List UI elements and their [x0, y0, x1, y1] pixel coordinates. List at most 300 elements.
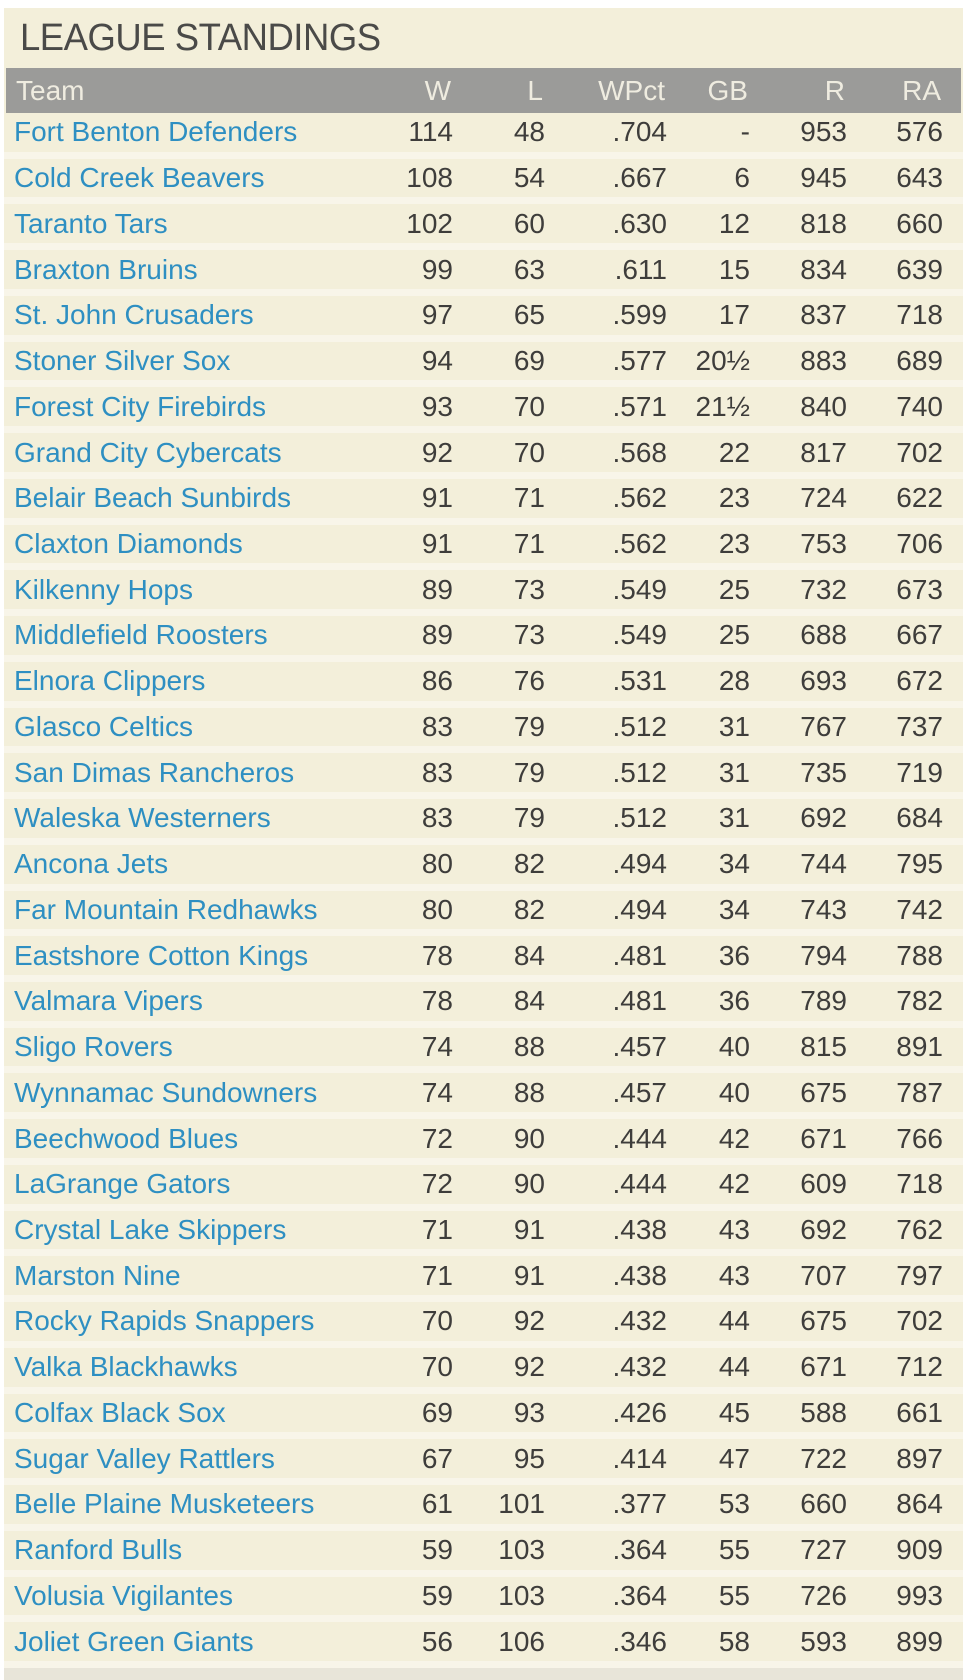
table-row [4, 891, 963, 937]
l-cell: 48 [513, 116, 545, 148]
team-cell [14, 711, 393, 743]
team-link[interactable]: Ancona Jets [14, 848, 169, 880]
table-row [4, 1073, 963, 1119]
gb-cell: 36 [718, 939, 750, 971]
l-cell: 65 [513, 299, 545, 331]
ra-cell: 762 [896, 1214, 943, 1245]
ra-cell: 702 [896, 1305, 943, 1337]
ra-cell: 672 [896, 665, 943, 697]
wpct-cell: .438 [612, 1214, 667, 1245]
table-row [4, 936, 963, 982]
r-cell: 818 [800, 207, 847, 239]
wpct-cell: .494 [612, 848, 667, 880]
table-row [4, 845, 963, 891]
w-cell: 72 [421, 1168, 453, 1200]
l-cell: 88 [513, 1031, 545, 1063]
ra-cell: 864 [896, 1488, 943, 1520]
l-cell: 71 [513, 482, 545, 514]
team-cell [14, 1260, 393, 1292]
standings-panel [4, 8, 963, 1680]
r-cell: 609 [800, 1168, 847, 1200]
table-row [4, 1622, 963, 1668]
table-row [4, 204, 963, 250]
team-cell [14, 1534, 393, 1566]
team-link[interactable]: Sligo Rovers [14, 1031, 173, 1063]
r-cell: 726 [800, 1579, 847, 1611]
gb-cell: 25 [718, 619, 750, 651]
ra-cell: 740 [896, 390, 943, 422]
l-cell: 88 [513, 1076, 545, 1108]
gb-cell: 23 [718, 527, 750, 559]
w-cell: 70 [421, 1305, 453, 1337]
r-cell: 588 [800, 1396, 847, 1428]
team-cell [14, 345, 393, 377]
w-cell: 91 [421, 482, 453, 514]
ra-cell: 766 [896, 1122, 943, 1154]
ra-cell: 673 [896, 573, 943, 605]
team-cell [14, 940, 393, 972]
w-cell: 67 [421, 1442, 453, 1474]
ra-cell: 787 [896, 1076, 943, 1108]
team-link[interactable]: Fort Benton Defenders [14, 116, 298, 148]
table-row [4, 1439, 963, 1485]
gb-cell: 31 [718, 756, 750, 788]
gb-cell: 34 [718, 848, 750, 880]
team-cell [14, 208, 393, 240]
wpct-cell: .481 [612, 985, 667, 1017]
l-cell: 106 [498, 1625, 545, 1657]
wpct-cell: .457 [612, 1076, 667, 1108]
team-cell [14, 757, 393, 789]
team-link[interactable]: Grand City Cybercats [14, 436, 282, 468]
table-row [4, 1256, 963, 1302]
team-link[interactable]: Colfax Black Sox [14, 1396, 226, 1428]
l-cell: 90 [513, 1122, 545, 1154]
l-cell: 71 [513, 527, 545, 559]
ra-cell: 689 [896, 345, 943, 377]
team-link[interactable]: Kilkenny Hops [14, 573, 193, 605]
w-cell: 108 [406, 162, 453, 194]
table-row [4, 1485, 963, 1531]
team-cell [14, 1031, 393, 1063]
w-cell: 86 [421, 665, 453, 697]
r-cell: 688 [800, 619, 847, 651]
ra-cell: 782 [896, 985, 943, 1017]
wpct-cell: .630 [612, 207, 667, 239]
table-row [4, 799, 963, 845]
gb-cell: 31 [718, 710, 750, 742]
team-link[interactable]: Waleska Westerners [14, 802, 271, 834]
page-title: LEAGUE STANDINGS [20, 16, 381, 59]
gb-cell: 40 [718, 1076, 750, 1108]
table-row [4, 708, 963, 754]
w-cell: 78 [421, 985, 453, 1017]
team-cell [14, 1397, 393, 1429]
wpct-cell: .364 [612, 1534, 667, 1566]
team-link[interactable]: Volusia Vigilantes [14, 1579, 233, 1611]
r-cell: 815 [800, 1031, 847, 1063]
wpct-cell: .512 [612, 802, 667, 834]
table-row [4, 525, 963, 571]
gb-cell: 40 [718, 1031, 750, 1063]
team-link[interactable]: Cold Creek Beavers [14, 162, 265, 194]
wpct-cell: .562 [612, 527, 667, 559]
w-cell: 91 [421, 527, 453, 559]
w-cell: 70 [421, 1351, 453, 1383]
ra-cell: 899 [896, 1625, 943, 1657]
w-cell: 83 [421, 710, 453, 742]
standings-rows [4, 113, 963, 1668]
gb-cell: 53 [718, 1488, 750, 1520]
table-row [4, 1119, 963, 1165]
team-link[interactable]: Valmara Vipers [14, 985, 203, 1017]
ra-cell: 795 [896, 848, 943, 880]
team-cell [14, 1626, 393, 1658]
table-row [4, 479, 963, 525]
team-cell [14, 1443, 393, 1475]
wpct-cell: .364 [612, 1579, 667, 1611]
wpct-cell: .512 [612, 756, 667, 788]
wpct-cell: .512 [612, 710, 667, 742]
wpct-cell: .531 [612, 665, 667, 697]
w-cell: 78 [421, 939, 453, 971]
team-cell [14, 619, 393, 651]
r-cell: 945 [800, 162, 847, 194]
w-cell: 94 [421, 345, 453, 377]
l-cell: 73 [513, 573, 545, 605]
team-cell [14, 848, 393, 880]
w-cell: 102 [406, 207, 453, 239]
team-link[interactable]: Valka Blackhawks [14, 1351, 238, 1383]
wpct-cell: .444 [612, 1168, 667, 1200]
l-cell: 103 [498, 1579, 545, 1611]
l-cell: 60 [513, 207, 545, 239]
r-cell: 794 [800, 939, 847, 971]
team-cell [14, 1214, 393, 1246]
table-row [4, 1302, 963, 1348]
w-cell: 80 [421, 893, 453, 925]
wpct-cell: .599 [612, 299, 667, 331]
table-row [4, 982, 963, 1028]
r-cell: 840 [800, 390, 847, 422]
team-cell [14, 1580, 393, 1612]
team-cell [14, 894, 393, 926]
wpct-cell: .571 [612, 390, 667, 422]
gb-cell: 12 [718, 207, 750, 239]
ra-cell: 737 [896, 710, 943, 742]
gb-cell: 22 [718, 436, 750, 468]
table-row [4, 1577, 963, 1623]
l-cell: 92 [513, 1305, 545, 1337]
wpct-cell: .432 [612, 1351, 667, 1383]
gb-cell: 21½ [695, 390, 750, 422]
r-cell: 692 [800, 802, 847, 834]
r-cell: 671 [800, 1122, 847, 1154]
l-cell: 84 [513, 939, 545, 971]
table-row [4, 250, 963, 296]
r-cell: 671 [800, 1351, 847, 1383]
team-link[interactable]: Ranford Bulls [14, 1534, 183, 1566]
column-header-winpct[interactable]: WPct [598, 74, 665, 106]
team-link[interactable]: Claxton Diamonds [14, 527, 243, 559]
ra-cell: 576 [896, 116, 943, 148]
wpct-cell: .549 [612, 619, 667, 651]
column-header-runsagainst[interactable]: RA [902, 74, 941, 106]
column-header-wins[interactable]: W [424, 74, 451, 106]
wpct-cell: .494 [612, 893, 667, 925]
table-row [4, 433, 963, 479]
column-header-losses[interactable]: L [527, 74, 543, 106]
team-link[interactable]: Belle Plaine Musketeers [14, 1488, 315, 1520]
l-cell: 91 [513, 1259, 545, 1291]
l-cell: 84 [513, 985, 545, 1017]
w-cell: 83 [421, 802, 453, 834]
w-cell: 114 [408, 116, 453, 148]
l-cell: 54 [513, 162, 545, 194]
table-row [4, 616, 963, 662]
gb-cell: 44 [718, 1351, 750, 1383]
gb-cell: 20½ [695, 345, 750, 377]
w-cell: 83 [421, 756, 453, 788]
bottom-strip [4, 1668, 963, 1680]
team-link[interactable]: Eastshore Cotton Kings [14, 939, 309, 971]
l-cell: 101 [498, 1488, 545, 1520]
column-header-gamesbehind[interactable]: GB [707, 74, 748, 106]
ra-cell: 706 [896, 527, 943, 559]
table-row [4, 753, 963, 799]
team-cell [14, 299, 393, 331]
ra-cell: 684 [896, 802, 943, 834]
w-cell: 93 [421, 390, 453, 422]
w-cell: 74 [421, 1076, 453, 1108]
gb-cell: 6 [734, 162, 750, 194]
wpct-cell: .438 [612, 1259, 667, 1291]
r-cell: 735 [800, 756, 847, 788]
team-link[interactable]: Braxton Bruins [14, 253, 198, 285]
team-cell [14, 802, 393, 834]
w-cell: 71 [421, 1259, 453, 1291]
w-cell: 92 [421, 436, 453, 468]
r-cell: 834 [800, 253, 847, 285]
gb-cell: 28 [718, 665, 750, 697]
w-cell: 69 [421, 1396, 453, 1428]
gb-cell: 55 [718, 1579, 750, 1611]
table-row [4, 662, 963, 708]
table-row [4, 113, 963, 159]
wpct-cell: .426 [612, 1396, 667, 1428]
team-link[interactable]: Far Mountain Redhawks [14, 893, 318, 925]
team-link[interactable]: Forest City Firebirds [14, 390, 267, 422]
r-cell: 593 [800, 1625, 847, 1657]
r-cell: 660 [800, 1488, 847, 1520]
l-cell: 82 [513, 893, 545, 925]
wpct-cell: .377 [612, 1488, 667, 1520]
l-cell: 69 [513, 345, 545, 377]
table-row [4, 387, 963, 433]
gb-cell: 15 [718, 253, 750, 285]
ra-cell: 788 [896, 939, 943, 971]
team-cell [14, 528, 393, 560]
w-cell: 74 [421, 1031, 453, 1063]
ra-cell: 742 [896, 893, 943, 925]
team-cell [14, 574, 393, 606]
team-link[interactable]: Beechwood Blues [14, 1122, 239, 1154]
ra-cell: 622 [896, 482, 943, 514]
team-link[interactable]: Marston Nine [14, 1259, 181, 1291]
r-cell: 675 [800, 1076, 847, 1108]
team-link[interactable]: Elnora Clippers [14, 665, 206, 697]
team-cell [14, 254, 393, 286]
l-cell: 70 [513, 436, 545, 468]
table-row [4, 296, 963, 342]
l-cell: 76 [513, 665, 545, 697]
l-cell: 79 [513, 710, 545, 742]
w-cell: 61 [421, 1488, 453, 1520]
table-row [4, 159, 963, 205]
team-link[interactable]: Rocky Rapids Snappers [14, 1305, 315, 1337]
ra-cell: 891 [896, 1031, 943, 1063]
ra-cell: 718 [896, 1168, 943, 1200]
team-cell [14, 665, 393, 697]
l-cell: 79 [513, 756, 545, 788]
team-link[interactable]: Sugar Valley Rattlers [14, 1442, 275, 1474]
ra-cell: 639 [896, 253, 943, 285]
l-cell: 92 [513, 1351, 545, 1383]
table-row [4, 1165, 963, 1211]
team-cell [14, 116, 393, 148]
r-cell: 837 [800, 299, 847, 331]
ra-cell: 897 [896, 1442, 943, 1474]
team-cell [14, 1488, 393, 1520]
r-cell: 743 [800, 893, 847, 925]
column-header-team[interactable]: Team [16, 74, 85, 106]
ra-cell: 643 [896, 162, 943, 194]
l-cell: 93 [513, 1396, 545, 1428]
team-cell [14, 437, 393, 469]
r-cell: 753 [800, 527, 847, 559]
ra-cell: 660 [896, 207, 943, 239]
ra-cell: 797 [896, 1259, 943, 1291]
w-cell: 89 [421, 619, 453, 651]
r-cell: 675 [800, 1305, 847, 1337]
team-cell [14, 1123, 393, 1155]
wpct-cell: .562 [612, 482, 667, 514]
wpct-cell: .457 [612, 1031, 667, 1063]
team-link[interactable]: Crystal Lake Skippers [14, 1214, 287, 1245]
table-row [4, 1028, 963, 1074]
gb-cell: 34 [718, 893, 750, 925]
r-cell: 732 [800, 573, 847, 605]
l-cell: 95 [513, 1442, 545, 1474]
table-row [4, 1348, 963, 1394]
r-cell: 707 [800, 1259, 847, 1291]
r-cell: 883 [800, 345, 847, 377]
team-link[interactable]: LaGrange Gators [14, 1168, 231, 1200]
l-cell: 70 [513, 390, 545, 422]
w-cell: 71 [421, 1214, 453, 1245]
column-header-runs[interactable]: R [824, 74, 845, 106]
team-link[interactable]: Belair Beach Sunbirds [14, 482, 292, 514]
wpct-cell: .611 [614, 253, 667, 285]
r-cell: 817 [800, 436, 847, 468]
w-cell: 59 [421, 1534, 453, 1566]
team-cell [14, 1168, 393, 1200]
table-row [4, 1211, 963, 1257]
team-link[interactable]: San Dimas Rancheros [14, 756, 295, 788]
wpct-cell: .568 [612, 436, 667, 468]
ra-cell: 702 [896, 436, 943, 468]
team-link[interactable]: St. John Crusaders [14, 299, 254, 331]
wpct-cell: .667 [612, 162, 667, 194]
team-link[interactable]: Stoner Silver Sox [14, 345, 231, 377]
wpct-cell: .549 [612, 573, 667, 605]
ra-cell: 993 [896, 1579, 943, 1611]
wpct-cell: .414 [612, 1442, 667, 1474]
ra-cell: 909 [896, 1534, 943, 1566]
ra-cell: 667 [896, 619, 943, 651]
ra-cell: 661 [896, 1396, 943, 1428]
gb-cell: 44 [718, 1305, 750, 1337]
l-cell: 63 [513, 253, 545, 285]
r-cell: 724 [800, 482, 847, 514]
wpct-cell: .704 [612, 116, 667, 148]
w-cell: 56 [421, 1625, 453, 1657]
l-cell: 79 [513, 802, 545, 834]
l-cell: 103 [498, 1534, 545, 1566]
w-cell: 72 [421, 1122, 453, 1154]
w-cell: 97 [421, 299, 453, 331]
table-row [4, 342, 963, 388]
gb-cell: 58 [718, 1625, 750, 1657]
r-cell: 693 [800, 665, 847, 697]
table-row [4, 1394, 963, 1440]
l-cell: 82 [513, 848, 545, 880]
gb-cell: 45 [718, 1396, 750, 1428]
team-link[interactable]: Taranto Tars [14, 207, 168, 239]
team-link[interactable]: Joliet Green Giants [14, 1625, 254, 1657]
table-row [4, 570, 963, 616]
gb-cell: 42 [718, 1122, 750, 1154]
gb-cell: 43 [718, 1214, 750, 1245]
team-cell [14, 162, 393, 194]
gb-cell: - [740, 116, 750, 148]
team-link[interactable]: Glasco Celtics [14, 710, 193, 742]
r-cell: 744 [800, 848, 847, 880]
team-cell [14, 482, 393, 514]
gb-cell: 31 [718, 802, 750, 834]
l-cell: 73 [513, 619, 545, 651]
w-cell: 59 [421, 1579, 453, 1611]
r-cell: 953 [800, 116, 847, 148]
w-cell: 89 [421, 573, 453, 605]
w-cell: 80 [421, 848, 453, 880]
w-cell: 99 [421, 253, 453, 285]
wpct-cell: .444 [612, 1122, 667, 1154]
r-cell: 789 [800, 985, 847, 1017]
team-cell [14, 1077, 393, 1109]
gb-cell: 23 [718, 482, 750, 514]
wpct-cell: .346 [612, 1625, 667, 1657]
l-cell: 90 [513, 1168, 545, 1200]
gb-cell: 47 [718, 1442, 750, 1474]
team-link[interactable]: Middlefield Roosters [14, 619, 268, 651]
gb-cell: 55 [718, 1534, 750, 1566]
team-link[interactable]: Wynnamac Sundowners [14, 1076, 318, 1108]
r-cell: 767 [800, 710, 847, 742]
ra-cell: 719 [896, 756, 943, 788]
team-cell [14, 391, 393, 423]
gb-cell: 43 [718, 1259, 750, 1291]
